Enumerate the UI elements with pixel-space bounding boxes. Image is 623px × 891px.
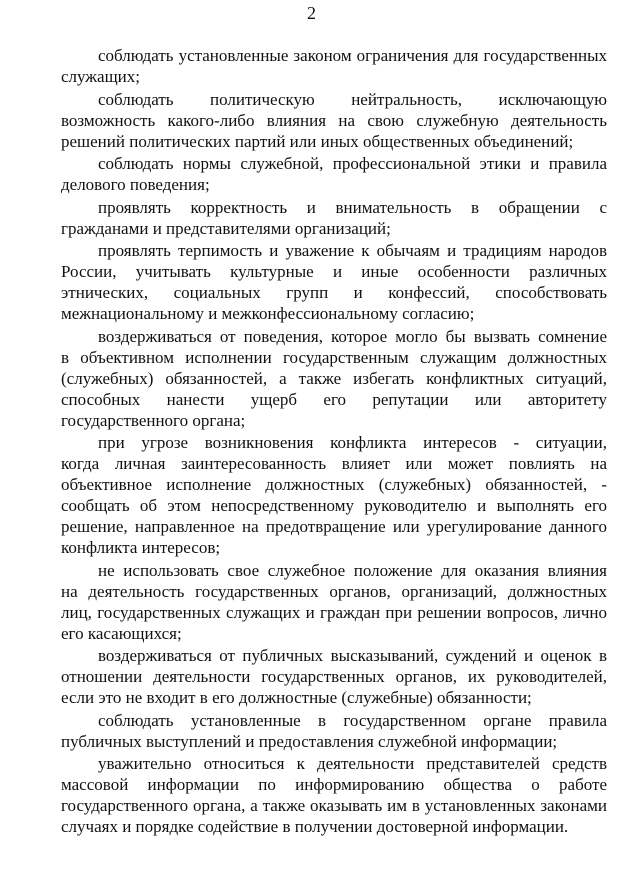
text-line: соблюдать установленные законом ограничения для государственных bbox=[98, 46, 607, 65]
text-line: способных нанести ущерб его репутации или авторитету bbox=[61, 389, 607, 409]
text-line: уважительно относиться к деятельности представителей средств bbox=[98, 754, 607, 773]
paragraph bbox=[61, 432, 607, 558]
text-line: лиц, государственных служащих и граждан при решении вопросов, лично bbox=[61, 602, 607, 622]
paragraph bbox=[61, 645, 607, 708]
text-line: случаях и порядке содействие в получении достоверной информации. bbox=[61, 817, 569, 836]
text-line: делового поведения; bbox=[61, 175, 210, 194]
text-line: служащих; bbox=[61, 67, 141, 86]
text-line: в объективном исполнении государственным служащим должностных bbox=[61, 347, 607, 367]
text-line: если это не входит в его должностные (служебные) обязанности; bbox=[61, 688, 532, 707]
text-line: России, учитывать культурные и иные особенности различных bbox=[61, 262, 607, 281]
text-line: государственного органа; bbox=[61, 410, 246, 430]
paragraph bbox=[61, 89, 607, 152]
text-line: на деятельность государственных органов, организаций, должностных bbox=[61, 581, 607, 601]
document-body bbox=[61, 45, 607, 839]
paragraph bbox=[61, 326, 607, 431]
text-line: объективное исполнение должностных (служебных) обязанностей, - bbox=[61, 475, 607, 494]
text-line: этнических, социальных групп и конфессий, способствовать bbox=[61, 283, 607, 302]
text-line: соблюдать политическую нейтральность, исключающую bbox=[98, 89, 607, 109]
text-line: межнациональному и межконфессиональному согласию; bbox=[61, 304, 475, 323]
text-line: отношении деятельности государственных органов, их руководителей, bbox=[61, 667, 607, 686]
text-line: не использовать свое служебное положение для оказания влияния bbox=[98, 560, 607, 580]
text-line: при угрозе возникновения конфликта интересов - ситуации, bbox=[98, 433, 607, 452]
text-line: массовой информации по информированию общества о работе bbox=[61, 775, 607, 794]
text-line: сообщать об этом непосредственному руководителю и выполнять его bbox=[61, 496, 607, 515]
text-line: публичных выступлений и предоставления служебной информации; bbox=[61, 731, 558, 751]
paragraph bbox=[61, 560, 607, 644]
text-line: когда личная заинтересованность влияет или может повлиять на bbox=[61, 454, 607, 473]
text-line: решений политических партий или иных общественных объединений; bbox=[61, 131, 574, 151]
paragraph bbox=[61, 753, 607, 837]
page-number: 2 bbox=[307, 3, 316, 23]
text-line: решение, направленное на предотвращение или урегулирование данного bbox=[61, 517, 607, 536]
text-line: (служебных) обязанностей, а также избегать конфликтных ситуаций, bbox=[61, 368, 607, 388]
text-line: конфликта интересов; bbox=[61, 538, 221, 557]
text-line: соблюдать установленные в государственном органе правила bbox=[98, 710, 607, 730]
paragraph bbox=[61, 710, 607, 752]
text-line: проявлять терпимость и уважение к обычаям и традициям народов bbox=[98, 241, 607, 260]
paragraph bbox=[61, 153, 607, 195]
text-line: гражданами и представителями организаций; bbox=[61, 218, 391, 238]
text-line: проявлять корректность и внимательность в обращении с bbox=[98, 197, 607, 217]
text-line: возможность какого-либо влияния на свою служебную деятельность bbox=[61, 110, 607, 130]
paragraph bbox=[61, 45, 607, 87]
text-line: его касающихся; bbox=[61, 623, 182, 643]
text-line: соблюдать нормы служебной, профессиональной этики и правила bbox=[98, 154, 607, 173]
text-line: воздерживаться от поведения, которое могло бы вызвать сомнение bbox=[98, 326, 607, 346]
paragraph bbox=[61, 240, 607, 324]
text-line: государственного органа, а также оказывать им в установленных законами bbox=[61, 796, 607, 815]
paragraph bbox=[61, 197, 607, 239]
text-line: воздерживаться от публичных высказываний, суждений и оценок в bbox=[98, 646, 607, 665]
